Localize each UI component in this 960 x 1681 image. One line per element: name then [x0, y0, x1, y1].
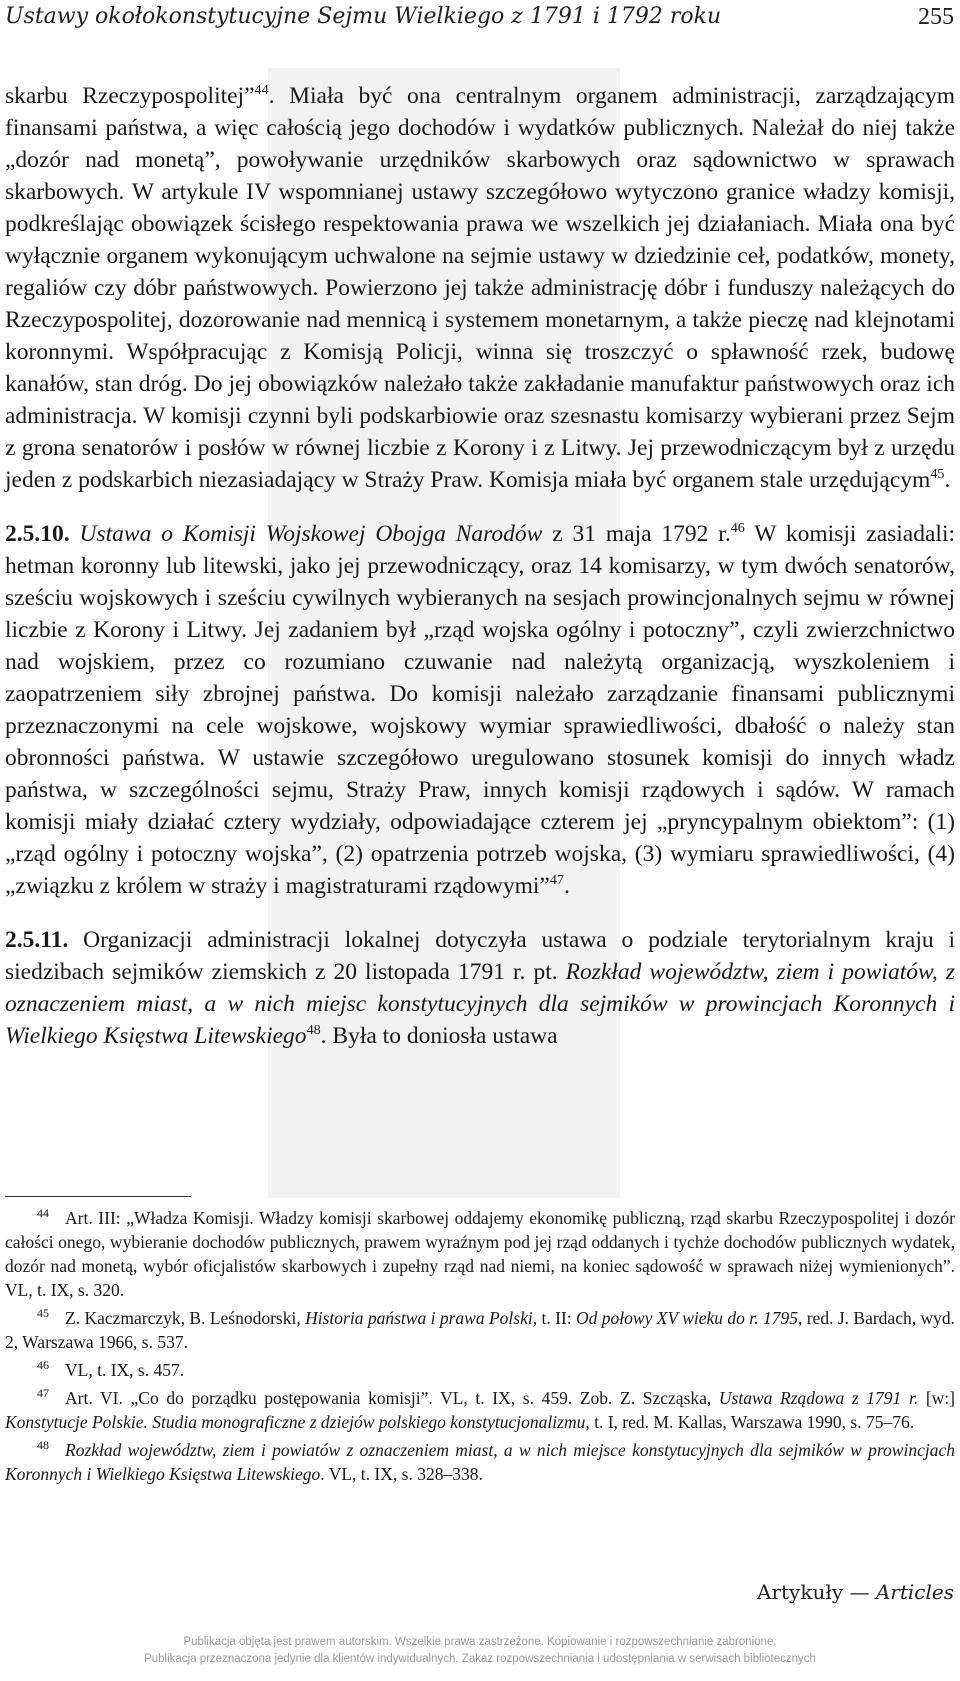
footnote-44 [5, 1206, 955, 1302]
section-tag-separator: — [843, 1580, 876, 1604]
section-tag-en: Articles [875, 1580, 954, 1604]
copyright-notice [0, 1634, 960, 1668]
footnote-47 [5, 1386, 955, 1434]
running-header [5, 2, 954, 42]
footnote-ref-46[interactable]: 46 [730, 520, 745, 537]
copyright-line-2: Publikacja przeznaczona jedynie dla klientów indywidualnych. Zakaz rozpowszechniania i udostępniania w serwisach bibliotecznych [144, 1653, 816, 1665]
footnote-text: , red. J. Bardach, wyd. 2, Warszawa 1966, s. 537. [5, 1308, 955, 1352]
p3-title: Rozkład województw, ziem i powiatów, z oznaczeniem miast, a w nich miejsc konstytucyjnych dla sejmików w prowincjach Koronnych i Wielkiego Księstwa Litewskiego [5, 959, 955, 1049]
paragraph-3 [5, 924, 955, 1052]
p1-text-1: skarbu Rzeczypospolitej” [5, 83, 255, 109]
footnote-divider [5, 1196, 191, 1197]
footnote-italic: Od połowy XV wieku do r. 1795 [576, 1308, 798, 1328]
p1-text-2: . Miała być ona centralnym organem administracji, zarządzającym finansami państwa, a więc całością jego dochodów i wydatków publicznych. Należał do niej także „dozór nad monetą”, powoływanie urzędników skarbowych oraz sądownictwo w sprawach skarbowych. W artykule IV wspomnianej ustawy szczegółowo wytyczono granice władzy komisji, podkreślając obowiązek ścisłego respektowania prawa we wszelkich jej działaniach. Miała ona być wyłącznie organem wykonującym uchwalone na sejmie ustawy w dziedzinie ceł, podatków, monety, regaliów czy dóbr państwowych. Powierzono jej także administrację dóbr i funduszy należących do Rzeczypospolitej, dozorowanie nad mennicą i systemem monetarnym, a także pieczę nad klejnotami koronnymi. Współpracując z Komisją Policji, winna się troszczyć o spławność rzek, budowę kanałów, stan dróg. Do jej obowiązków należało także zakładanie manufaktur państwowych oraz ich administracja. W komisji czynni byli podskarbiowie oraz szesnastu komisarzy wybierani przez Sejm z grona senatorów i posłów w równej liczbie z Korony i z Litwy. Jej przewodniczącym był z urzędu jeden z podskarbich niezasiadający w Straży Praw. Komisja miała być organem stale urzędującym [5, 83, 956, 493]
footnote-ref-47[interactable]: 47 [549, 872, 564, 889]
paragraph-1 [5, 80, 955, 496]
section-number-2-5-11: 2.5.11. [5, 927, 69, 953]
p2-text-1: z 31 maja 1792 r. [542, 521, 731, 547]
footnote-number: 46 [37, 1358, 49, 1373]
footnote-text: Z. Kaczmarczyk, B. Leśnodorski, [65, 1308, 306, 1328]
footnote-number: 48 [37, 1438, 49, 1453]
copyright-line-1: Publikacja objęta jest prawem autorskim. Wszelkie prawa zastrzeżone. Kopiowanie i rozpowszechnianie zabronione. [183, 1636, 777, 1648]
p2-text-3: . [563, 873, 570, 899]
footnote-text: VL, t. IX, s. 457. [65, 1360, 185, 1380]
footnote-text: , t. II: [532, 1308, 577, 1328]
footnote-italic: Historia państwa i prawa Polski [305, 1308, 533, 1328]
footnote-text: Art. III: „Władza Komisji. Władzy komisji skarbowej oddajemy ekonomikę publiczną, rząd skarbu Rzeczypospolitej i dozór całości onego, wybieranie dochodów publicznych, prawem wyraźnym pod jej rząd oddanych i tychże dochodów publicznych wydatek, dozór nad monetą, wybór oficjalistów skarbowych i zupełny rząd nad niemi, na koniec sądowość w sprawach niżej wymienionych”. VL, t. IX, s. 320. [5, 1208, 955, 1300]
footnote-italic: Ustawa Rządowa z 1791 r. [718, 1388, 919, 1408]
footnotes [5, 1206, 955, 1490]
footnote-ref-45[interactable]: 45 [930, 466, 945, 483]
running-title: Ustawy okołokonstytucyjne Sejmu Wielkiego z 1791 i 1792 roku [5, 4, 722, 29]
section-number-2-5-10: 2.5.10. [5, 521, 70, 547]
footnote-number: 47 [37, 1386, 49, 1401]
footnote-ref-44[interactable]: 44 [254, 82, 269, 99]
footnote-italic: Konstytucje Polskie. Studia monograficzne z dziejów polskiego konstytucjonalizmu [5, 1412, 586, 1432]
footnote-number: 45 [37, 1306, 49, 1321]
footnote-ref-48[interactable]: 48 [306, 1022, 321, 1039]
footnote-italic: Rozkład województw, ziem i powiatów z oznaczeniem miast, a w nich miejsce konstytucyjnych dla sejmików w prowincjach Koronnych i Wielkiego Księstwa Litewskiego [5, 1440, 955, 1484]
footnote-text: , t. I, red. M. Kallas, Warszawa 1990, s. 75–76. [585, 1412, 915, 1432]
main-text [5, 80, 955, 1052]
footnote-45 [5, 1306, 955, 1354]
p1-text-3: . [944, 467, 951, 493]
footnote-number: 44 [37, 1206, 49, 1221]
footnote-text: . VL, t. IX, s. 328–338. [320, 1464, 483, 1484]
p2-text-2: W komisji zasiadali: hetman koronny lub litewski, jako jej przewodniczący, oraz 14 komisarzy, w tym dwóch senatorów, sześciu wojskowych i sześciu cywilnych wybieranych na sesjach prowincjonalnych sejmu w równej liczbie z Korony i Litwy. Jej zadaniem był „rząd wojska ogólny i potoczny”, czyli zwierzchnictwo nad wojskiem, przez co rozumiano czuwanie nad należytą organizacją, wyszkoleniem i zaopatrzeniem siły zbrojnej państwa. Do komisji należało zarządzanie finansami publicznymi przeznaczonymi na cele wojskowe, wojskowy wymiar sprawiedliwości, dbałość o należy stan obronności państwa. W ustawie szczegółowo uregulowano stosunek komisji do innych władz państwa, w szczególności sejmu, Straży Praw, innych komisji rządowych i sądów. W ramach komisji miały działać cztery wydziały, odpowiadające czterem jej „pryncypalnym obiektom”: (1) „rząd ogólny i potoczny wojska”, (2) opatrzenia potrzeb wojska, (3) wymiaru sprawiedliwości, (4) „związku z królem w straży i magistraturami rządowymi” [5, 521, 956, 899]
section-tag [757, 1580, 954, 1604]
p2-title: Ustawa o Komisji Wojskowej Obojga Narodów [79, 521, 543, 547]
footnote-text: Art. VI. „Co do porządku postępowania komisji”. VL, t. IX, s. 459. Zob. Z. Szcząska, [65, 1388, 719, 1408]
p3-text-1: Organizacji administracji lokalnej dotyczyła ustawa o podziale terytorialnym kraju i siedzibach sejmików ziemskich z 20 listopada 1791 r. pt. [5, 927, 955, 985]
footnote-text: [w:] [918, 1388, 955, 1408]
footnote-48 [5, 1438, 955, 1486]
p3-text-2: . Była to doniosła ustawa [320, 1023, 558, 1049]
footnote-46 [5, 1358, 955, 1382]
section-tag-pl: Artykuły [757, 1580, 844, 1604]
page-number: 255 [918, 4, 954, 30]
paragraph-2 [5, 518, 955, 902]
